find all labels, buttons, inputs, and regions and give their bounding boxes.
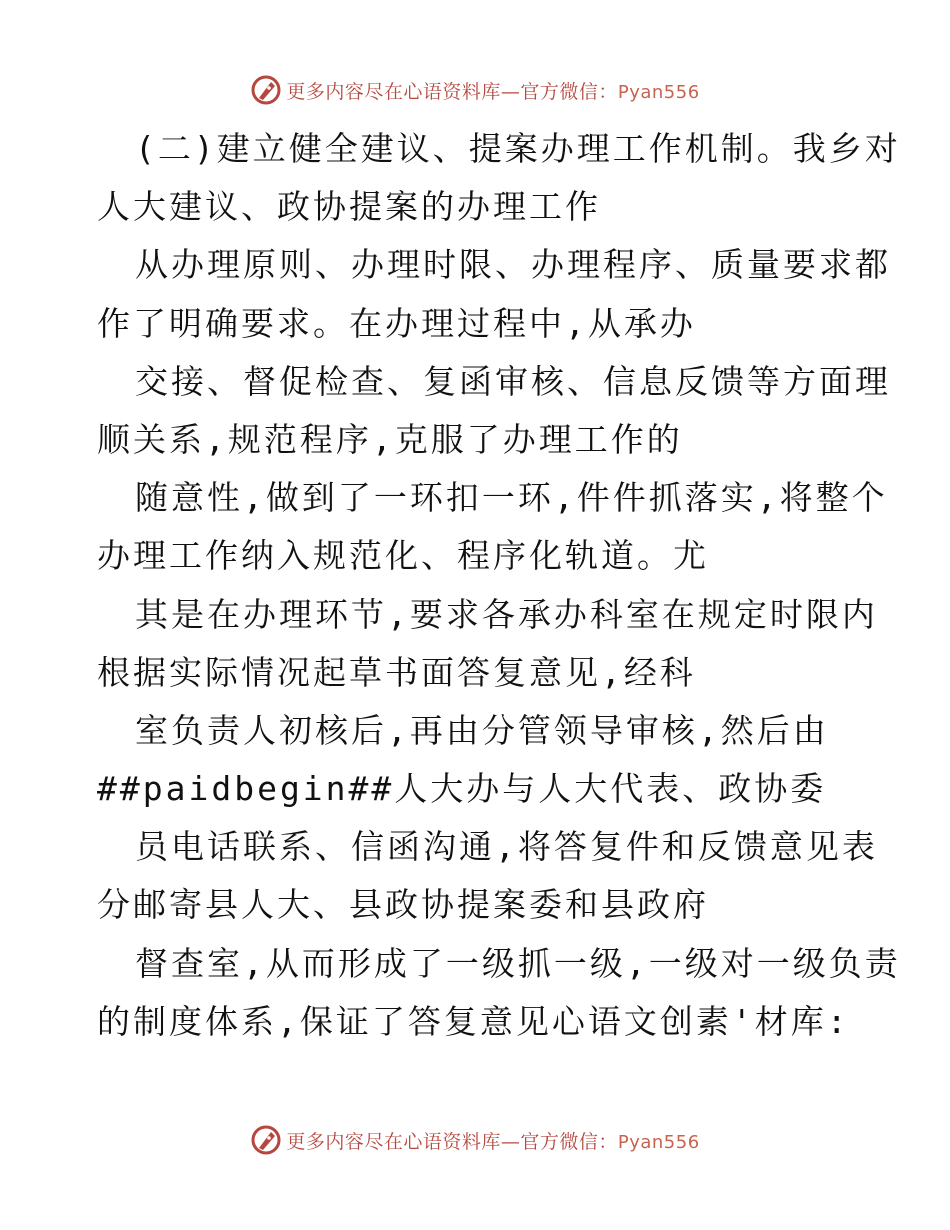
text-line: ##paidbegin##人大办与人大代表、政协委: [97, 769, 827, 809]
text-line: 督查室,从而形成了一级抓一级,一级对一级负责: [135, 943, 901, 983]
text-line: 交接、督促检查、复函审核、信息反馈等方面理: [135, 361, 891, 401]
watermark-text: 更多内容尽在心语资料库—官方微信：Pyan556: [286, 80, 700, 103]
wechat-id: Pyan556: [617, 81, 700, 103]
text-line: 从办理原则、办理时限、办理程序、质量要求都: [135, 245, 891, 285]
header-watermark: [0, 70, 950, 110]
text-line: 作了明确要求。在办理过程中,从承办: [97, 303, 696, 343]
pen-nib-logo-icon: [250, 74, 282, 106]
text-line: 顺关系,规范程序,克服了办理工作的: [97, 419, 683, 459]
wechat-id: Pyan556: [617, 1131, 700, 1153]
text-line: 人大建议、政协提案的办理工作: [97, 187, 601, 227]
text-line: 办理工作纳入规范化、程序化轨道。尤: [97, 536, 709, 576]
text-line: 的制度体系,保证了答复意见心语文创素'材库:: [97, 1001, 850, 1041]
text-line: 员电话联系、信函沟通,将答复件和反馈意见表: [135, 827, 878, 867]
footer-watermark: [0, 1120, 950, 1160]
text-line: (二)建立健全建议、提案办理工作机制。我乡对: [135, 129, 901, 168]
text-line: 根据实际情况起草书面答复意见,经科: [97, 652, 696, 692]
text-line: 室负责人初核后,再由分管领导审核,然后由: [135, 710, 829, 750]
text-line: 其是在办理环节,要求各承办科室在规定时限内: [135, 594, 878, 634]
document-body: [97, 120, 901, 1051]
pen-nib-logo-icon: [250, 1124, 282, 1156]
watermark-text: 更多内容尽在心语资料库—官方微信：Pyan556: [286, 1130, 700, 1153]
text-line: 随意性,做到了一环扣一环,件件抓落实,将整个: [135, 478, 888, 518]
text-line: 分邮寄县人大、县政协提案委和县政府: [97, 885, 709, 925]
